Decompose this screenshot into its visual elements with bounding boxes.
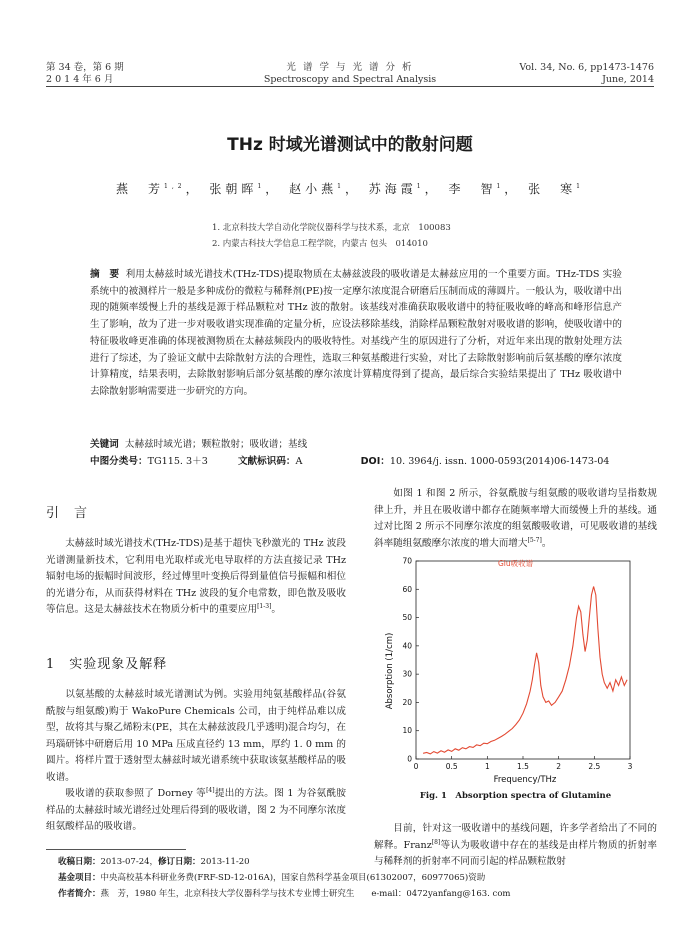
x-tick-label: 0 bbox=[413, 762, 419, 771]
abstract bbox=[90, 267, 622, 401]
affiliation-1: 1. 北京科技大学自动化学院仪器科学与技术系，北京 100083 bbox=[212, 223, 451, 233]
journal-pages bbox=[519, 62, 654, 86]
citation: [8] bbox=[431, 838, 441, 846]
x-tick-label: 1.5 bbox=[517, 762, 529, 771]
section-intro-title: 引 言 bbox=[46, 506, 89, 521]
doc-code-label: 文献标识码： bbox=[237, 456, 296, 467]
x-tick-label: 0.5 bbox=[445, 762, 458, 771]
doi-value: 10. 3964/j. issn. 1000-0593(2014)06-1473-04 bbox=[389, 456, 610, 467]
x-axis-label: Frequency/THz bbox=[493, 775, 557, 785]
x-tick-label: 2 bbox=[556, 762, 562, 771]
figure-1-caption: Fig. 1 Absorption spectra of Glutamine bbox=[419, 791, 612, 801]
author-3: 赵小燕$^1$ bbox=[289, 182, 345, 196]
citation: [4] bbox=[206, 786, 215, 794]
author-2: 张朝晖$^1$ bbox=[209, 182, 266, 196]
pub-month: June, 2014 bbox=[602, 74, 654, 85]
citation: [5-7] bbox=[527, 536, 542, 544]
abstract-label: 摘 要 bbox=[90, 269, 120, 280]
classification-line bbox=[90, 453, 630, 470]
right-para-top: 如图 1 和图 2 所示，谷氨酰胺与组氨酸的吸收谱均呈指数规律上升，并且在吸收谱中都存在随频率增大而缓慢上升的基线。通过对比图 2 所示不同摩尔浓度的组氨酸吸收谱，可见吸收谱的基线斜率随组氨酸摩尔浓度的增大而增大[5-7]。 bbox=[374, 488, 657, 549]
section1-para1: 以氨基酸的太赫兹时域光谱测试为例。实验用纯氨基酸样品(谷氨酰胺与组氨酸)购于 WakoPure Chemicals 公司，由于纯样品难以成型，故将其与聚乙烯粉末(PE，其在太赫兹波段几乎透明)混合均匀，在玛瑙研钵中研磨后用 10 MPa 压成直径约 13 mm，厚约 1. 0 mm 的圆片。将样片置于透射型太赫兹时域光谱系统中获取该氨基酸样品的吸收谱。 bbox=[46, 689, 346, 783]
plot-frame bbox=[416, 561, 630, 759]
y-tick-label: 30 bbox=[402, 669, 412, 679]
keywords bbox=[90, 436, 307, 453]
abstract-text: 利用太赫兹时域光谱技术(THz-TDS)提取物质在太赫兹波段的吸收谱是太赫兹应用的一个重要方面。THz-TDS 实验系统中的被测样片一般是多种成份的微粒与稀释剂(PE)按一定摩尔浓度混合研磨后压制而成的薄圆片。一般认为，吸收谱中出现的随频率缓慢上升的基线是源于样品颗粒对 THz 波的散射。该基线对准确获取吸收谱中的特征吸收峰的峰高和峰形信息产生了影响，故为了进一步对吸收谱实现准确的定量分析，应设法移除基线，消除样品颗粒散射对吸收谱的影响，使吸收谱中的特征吸收峰更准确的体现被测物质在太赫兹频段内的吸收特性。对基线产生的原因进行了分析，对近年来出现的散射处理方法进行了综述，为了验证文献中去除散射方法的合理性，选取三种氨基酸进行实验，对比了去除散射影响前后氨基酸的摩尔浓度计算精度，结果表明，去除散射影响后部分氨基酸的摩尔浓度计算精度得到了提高，最后综合实验结果提出了 THz 吸收谱中去除散射影响需要进一步研究的方向。 bbox=[90, 269, 622, 397]
keywords-label: 关键词 bbox=[90, 439, 119, 450]
clc-label: 中图分类号： bbox=[90, 456, 148, 467]
chart-axes bbox=[402, 557, 632, 772]
fund-label: 基金项目： bbox=[58, 873, 101, 883]
right-para-bottom: 目前，针对这一吸收谱中的基线问题，许多学者给出了不同的解释。Franz[8]等认为吸收谱中存在的基线是由样片物质的折射率与稀释剂的折射率不同而引起的样品颗粒散射 bbox=[374, 823, 658, 867]
footnote-author bbox=[58, 886, 511, 903]
x-tick-label: 3 bbox=[627, 762, 633, 771]
volume-issue: 第 34 卷，第 6 期 bbox=[46, 62, 124, 73]
y-tick-label: 50 bbox=[402, 613, 412, 623]
intro-paragraph: 太赫兹时域光谱技术(THz-TDS)是基于超快飞秒激光的 THz 波段光谱测量新技术，它利用电光取样或光电导取样的方法直接记录 THz 辐射电场的振幅时间波形，经过傅里叶变换后得到量值信号振幅和相位的光谱分布，从而获得材料在 THz 波段的复介电常数，即色散及吸收等信息。这是太赫兹技术在物质分析中的重要应用[1-3]。 bbox=[46, 538, 346, 615]
clc-value: TG115. 3＋3 bbox=[147, 456, 208, 467]
footnote-dates bbox=[58, 854, 250, 871]
y-tick-label: 40 bbox=[402, 641, 412, 651]
author-6: 张 寒$^1$ bbox=[528, 182, 584, 196]
doc-code-value: A bbox=[295, 456, 303, 467]
citation: [1-3] bbox=[257, 602, 272, 610]
issue-date: 2 0 1 4 年 6 月 bbox=[46, 74, 114, 85]
footnote-fund bbox=[58, 870, 485, 887]
section1-para2: 吸收谱的获取参照了 Dorney 等[4]提出的方法。图 1 为谷氨酰胺样品的太赫兹时域光谱经过处理后得到的吸收谱，图 2 为不同摩尔浓度组氨酸样品的吸收谱。 bbox=[46, 786, 347, 832]
footnote-rule bbox=[46, 849, 186, 850]
y-tick-label: 20 bbox=[402, 697, 412, 707]
section1-title: 1 实验现象及解释 bbox=[46, 657, 168, 672]
figure-1-chart bbox=[380, 553, 645, 785]
received-label: 收稿日期： bbox=[58, 857, 101, 867]
author-1: 燕 芳$^{1,2}$ bbox=[116, 182, 186, 196]
author-5: 李 智$^1$ bbox=[448, 182, 505, 196]
y-axis-label: Absorption (1/cm) bbox=[385, 632, 395, 710]
header-rule bbox=[46, 86, 654, 87]
author-bio: 燕 芳，1980 年生，北京科技大学仪器科学与技术专业博士研究生 e-mail：0472yanfang@163. com bbox=[100, 889, 511, 899]
affiliation-2: 2. 内蒙古科技大学信息工程学院，内蒙古 包头 014010 bbox=[212, 239, 428, 249]
keywords-text: 太赫兹时域光谱；颗粒散射；吸收谱；基线 bbox=[124, 439, 308, 450]
journal-title-en: Spectroscopy and Spectral Analysis bbox=[263, 74, 437, 85]
fund-text: 中央高校基本科研业务费(FRF-SD-12-016A)，国家自然科学基金项目(61302007，60977065)资助 bbox=[100, 873, 486, 883]
vol-pages: Vol. 34, No. 6, pp1473-1476 bbox=[519, 62, 654, 73]
x-tick-label: 2.5 bbox=[588, 762, 601, 771]
y-tick-label: 0 bbox=[407, 754, 412, 764]
doi-label: DOI： bbox=[360, 456, 390, 467]
author-bio-label: 作者简介： bbox=[58, 889, 101, 899]
x-tick-label: 1 bbox=[484, 762, 490, 771]
author-list: 燕 芳$^{1,2}$， 张朝晖$^1$， 赵小燕$^1$， 苏海霞$^1$， 李 智$^1$， 张 寒$^1$ bbox=[116, 182, 584, 196]
y-tick-label: 60 bbox=[402, 584, 412, 594]
chart-legend: Glu吸收谱 bbox=[498, 559, 534, 568]
revised-date: 2013-11-20 bbox=[200, 857, 250, 867]
journal-title-cn: 光 谱 学 与 光 谱 分 析 bbox=[286, 62, 414, 73]
chart-series-line bbox=[423, 587, 627, 754]
revised-label: 修订日期： bbox=[158, 857, 201, 867]
received-date: 2013-07-24， bbox=[100, 857, 159, 867]
author-4: 苏海霞$^1$ bbox=[368, 182, 425, 196]
paper-title: THz 时域光谱测试中的散射问题 bbox=[227, 135, 473, 155]
y-tick-label: 10 bbox=[402, 726, 412, 736]
y-tick-label: 70 bbox=[402, 556, 412, 566]
